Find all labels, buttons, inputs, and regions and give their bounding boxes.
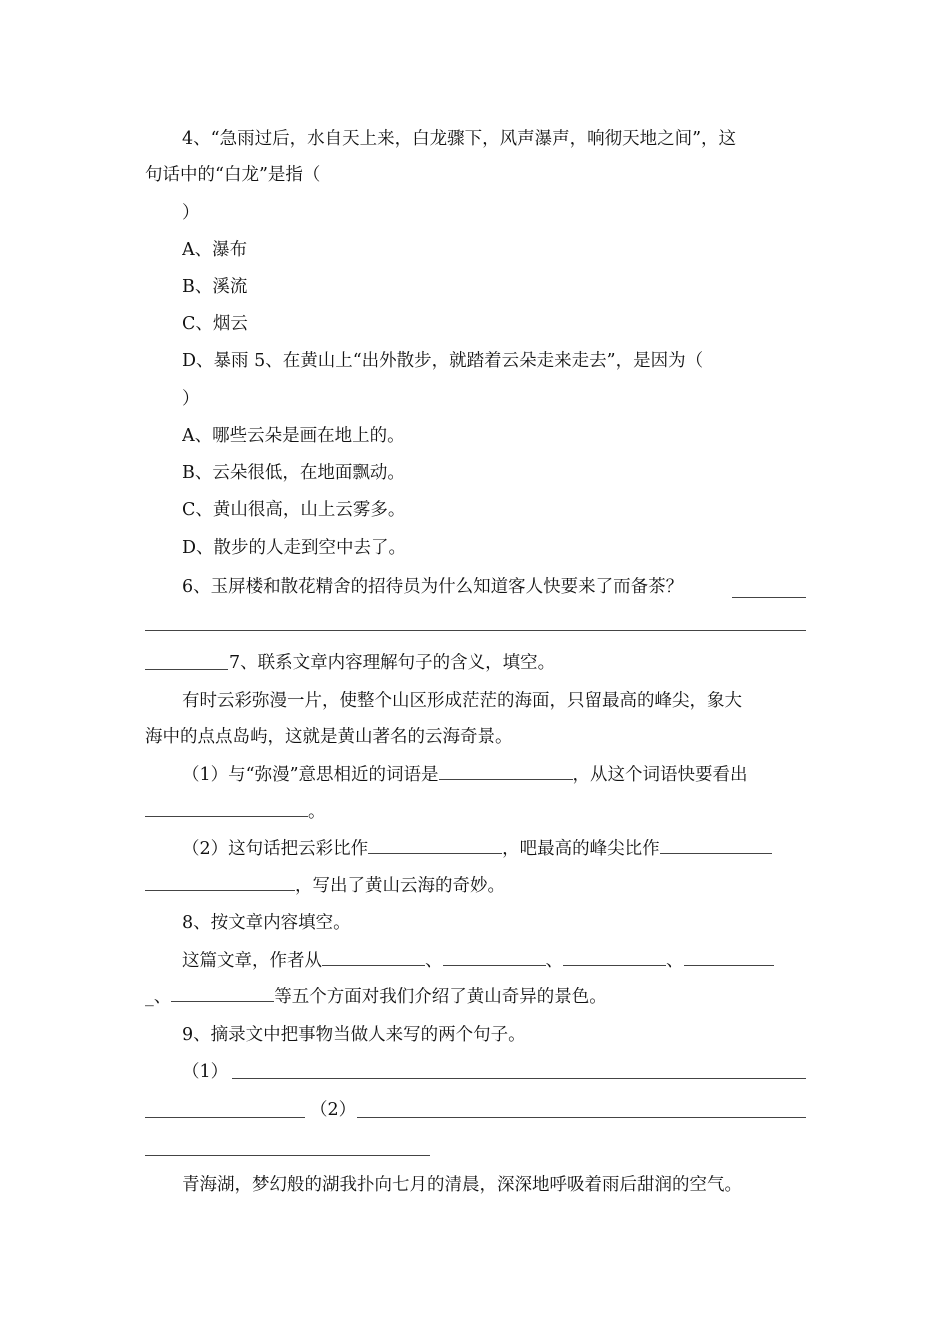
q4-option-a: A、瀑布 (182, 240, 248, 260)
q7-sub2-line-2 (145, 871, 810, 901)
q9-sub2-label: （2） (310, 1100, 357, 1120)
q9-answer-blank-3[interactable] (357, 1117, 806, 1118)
q5-paren-close: ） (182, 389, 200, 409)
q8-separator: 、 (425, 951, 443, 971)
q8-separator: 、 (153, 987, 172, 1007)
q9-sub1-label: （1） (182, 1062, 229, 1082)
q7-passage-line-1: 有时云彩弥漫一片，使整个山区形成茫茫的海面，只留最高的峰尖，象大 (182, 691, 742, 711)
q8-prompt: 这篇文章，作者从 (182, 951, 322, 971)
q5-option-d: D、散步的人走到空中去了。 (182, 538, 407, 558)
q7-sub2-prompt: （2）这句话把云彩比作 (182, 839, 369, 859)
q7-sub2-blank-1[interactable] (368, 836, 502, 854)
q7-sub1-blank-2[interactable] (145, 799, 308, 817)
q7-sub1-blank-1[interactable] (439, 762, 573, 780)
q8-line-2 (145, 982, 810, 1012)
q7-sub1-line (182, 760, 810, 790)
q7-sub1-end: 。 (308, 802, 326, 822)
q7-sub2-blank-2[interactable] (660, 836, 772, 854)
q8-blank-5[interactable] (171, 984, 274, 1002)
q7-sub2-end: ，写出了黄山云海的奇妙。 (295, 876, 505, 896)
q8-blank-3[interactable] (563, 948, 666, 966)
q6-answer-blank-3[interactable] (145, 669, 228, 670)
q7-title: 7、联系文章内容理解句子的含义，填空。 (229, 653, 556, 673)
q7-sub2-line (182, 834, 810, 864)
q8-separator: 、 (666, 951, 684, 971)
q9-answer-blank-4[interactable] (145, 1155, 430, 1156)
q6-answer-blank-1[interactable] (732, 597, 806, 598)
q7-sub2-prompt-2: ，吧最高的峰尖比作 (502, 839, 660, 859)
q7-passage-line-2: 海中的点点岛屿，这就是黄山著名的云海奇景。 (145, 727, 513, 747)
q6-answer-blank-2[interactable] (145, 630, 806, 631)
q5-option-a: A、哪些云朵是画在地上的。 (182, 426, 405, 446)
q8-blank-4[interactable] (684, 948, 774, 966)
q4-option-b: B、溪流 (182, 277, 248, 297)
q9-title: 9、摘录文中把事物当做人来写的两个句子。 (182, 1025, 526, 1045)
q8-line-1 (182, 946, 810, 976)
q7-sub1-prompt-2: ，从这个词语快要看出 (572, 765, 748, 785)
q5-option-b: B、云朵很低，在地面飘动。 (182, 463, 405, 483)
q6-question: 6、玉屏楼和散花精舍的招待员为什么知道客人快要来了而备茶？ (182, 577, 684, 597)
q9-answer-blank-2[interactable] (145, 1117, 305, 1118)
q4-paren-close: ） (182, 203, 200, 223)
closing-passage: 青海湖，梦幻般的湖我扑向七月的清晨，深深地呼吸着雨后甜润的空气。 (182, 1175, 742, 1195)
q5-option-c: C、黄山很高，山上云雾多。 (182, 500, 406, 520)
q8-blank-2[interactable] (443, 948, 546, 966)
q7-sub2-blank-3[interactable] (145, 873, 295, 891)
q4-line-1: 4、“急雨过后，水自天上来，白龙骤下，风声瀑声，响彻天地之间”，这 (182, 129, 737, 149)
q4-line-2: 句话中的“白龙”是指（ (145, 165, 321, 185)
q7-sub1-line-2 (145, 797, 810, 827)
q8-separator: 、 (545, 951, 563, 971)
q8-line-2-text: 等五个方面对我们介绍了黄山奇异的景色。 (274, 987, 607, 1007)
q5-line-1: D、暴雨 5、在黄山上“出外散步，就踏着云朵走来走去”，是因为（ (182, 351, 704, 371)
q9-answer-blank-1[interactable] (232, 1078, 806, 1079)
q8-underscore: _ (145, 987, 154, 1007)
q8-title: 8、按文章内容填空。 (182, 913, 351, 933)
q4-option-c: C、烟云 (182, 314, 248, 334)
q7-sub1-prompt: （1）与“弥漫”意思相近的词语是 (182, 765, 439, 785)
q8-blank-1[interactable] (322, 948, 425, 966)
